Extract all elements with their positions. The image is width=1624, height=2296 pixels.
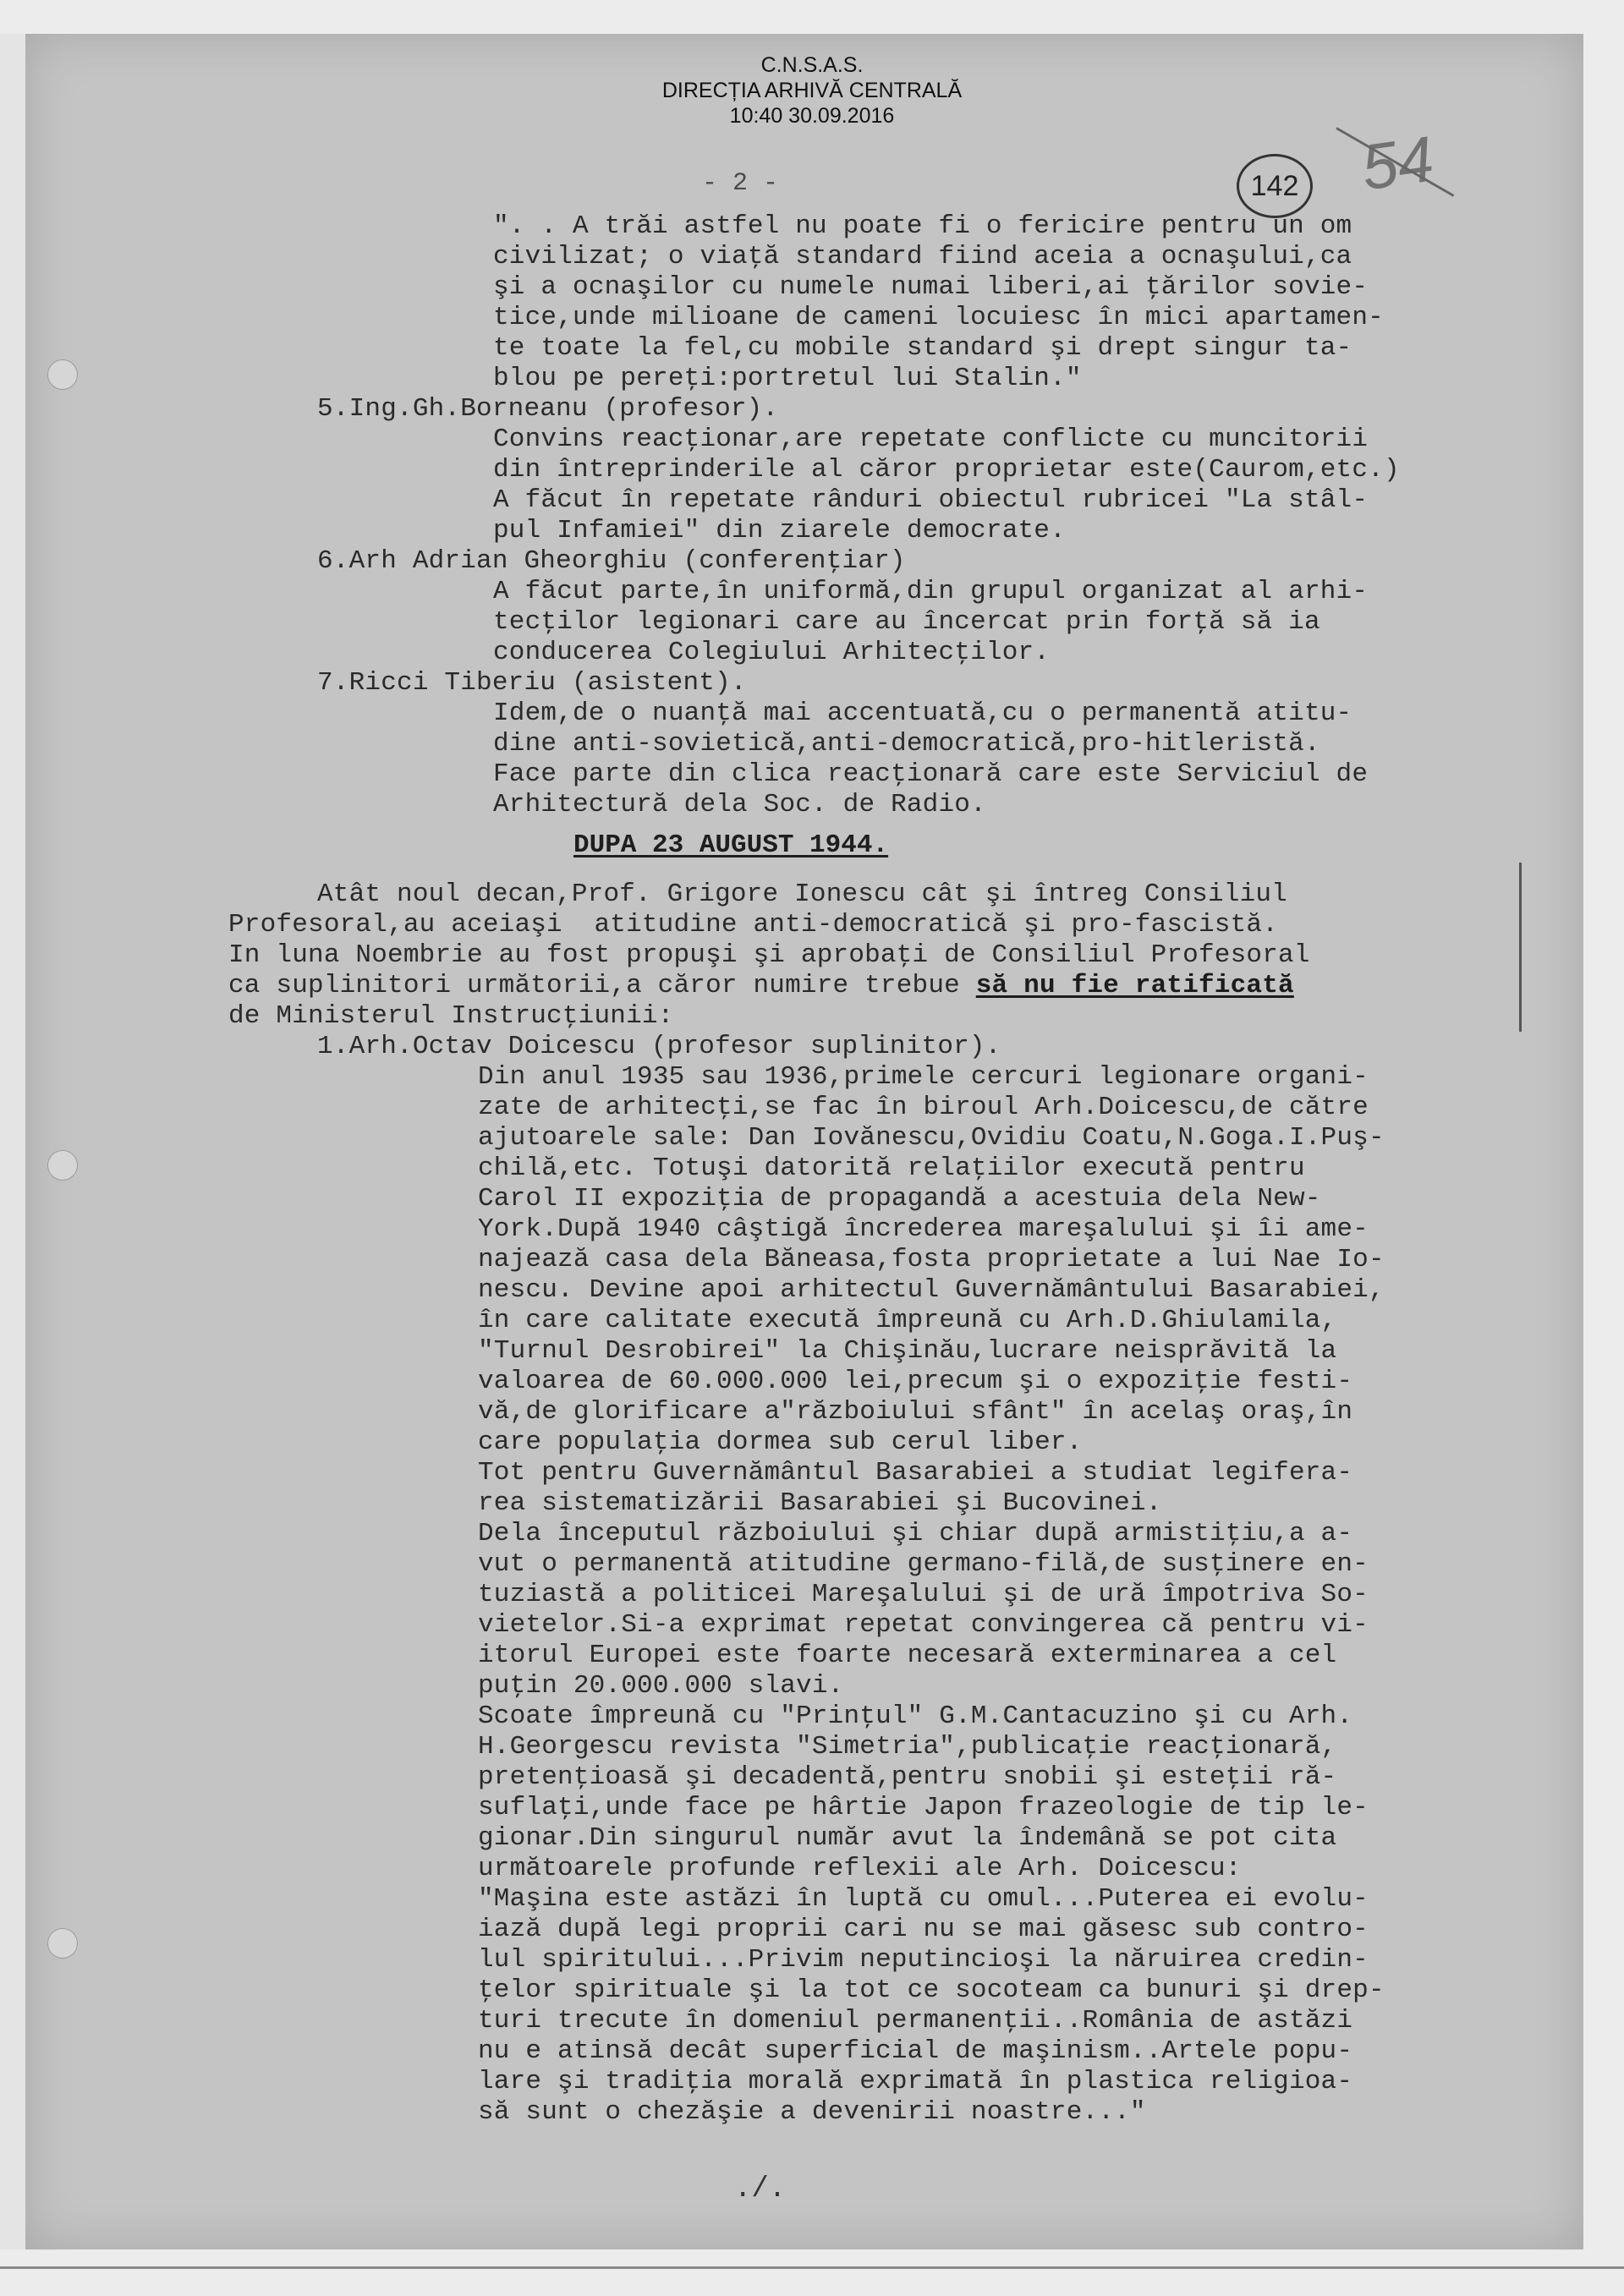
text-line: pul Infamiei" din ziarele democrate. bbox=[493, 516, 1066, 545]
text-line: tecţilor legionari care au încercat prin forţă să ia bbox=[493, 607, 1320, 637]
text-line: ţelor spirituale şi la tot ce socoteam ca bunuri şi drep- bbox=[478, 1975, 1385, 2005]
text-line: lul spiritului...Privim neputincioşi la năruirea credin- bbox=[478, 1945, 1369, 1975]
text-line bbox=[228, 971, 1294, 1001]
text-line: York.După 1940 câştigă încrederea mareşalului şi îi ame- bbox=[478, 1214, 1369, 1244]
text-line: Convins reacţionar,are repetate conflicte cu muncitorii bbox=[493, 425, 1369, 454]
text-line: Scoate împreună cu "Prinţul" G.M.Cantacuzino şi cu Arh. bbox=[478, 1701, 1353, 1731]
text-line: te toate la fel,cu mobile standard şi drept singur ta- bbox=[493, 333, 1352, 363]
text-line: zate de arhitecţi,se fac în biroul Arh.Doicescu,de către bbox=[478, 1093, 1369, 1122]
text-line: itorul Europei este foarte necesară exterminarea a cel bbox=[478, 1641, 1337, 1670]
list-item-title: 1.Arh.Octav Doicescu (profesor suplinitor). bbox=[317, 1032, 1001, 1061]
text-line: A făcut parte,în uniformă,din grupul organizat al arhi- bbox=[493, 577, 1369, 606]
text-line: "Turnul Desrobirei" la Chişinău,lucrare neisprăvită la bbox=[478, 1336, 1337, 1366]
punch-hole bbox=[47, 1150, 78, 1181]
page-edge bbox=[0, 34, 27, 2249]
text-line: de Ministerul Instrucţiunii: bbox=[228, 1001, 674, 1031]
text-line: "Maşina este astăzi în luptă cu omul...Puterea ei evolu- bbox=[478, 1884, 1369, 1914]
text-line: în care calitate execută împreună cu Arh.D.Ghiulamila, bbox=[478, 1306, 1337, 1335]
text-line: nescu. Devine apoi arhitectul Guvernământului Basarabiei, bbox=[478, 1275, 1385, 1305]
text-line: care populaţia dormea sub cerul liber. bbox=[478, 1427, 1083, 1457]
list-item-title: 5.Ing.Gh.Borneanu (profesor). bbox=[317, 394, 779, 424]
archive-stamp bbox=[541, 52, 1083, 129]
text-line: najează casa dela Băneasa,fosta proprietate a lui Nae Io- bbox=[478, 1245, 1385, 1274]
text-line: Dela începutul războiului şi chiar după armistiţiu,a a- bbox=[478, 1519, 1353, 1548]
page-number: - 2 - bbox=[702, 169, 779, 198]
text-line: să sunt o chezăşie a devenirii noastre..." bbox=[478, 2097, 1146, 2127]
text-line: iază după legi proprii cari nu se mai găsesc sub contro- bbox=[478, 1915, 1369, 1944]
text-line: rea sistematizării Basarabiei şi Bucovinei. bbox=[478, 1488, 1162, 1518]
list-item-title: 6.Arh Adrian Gheorghiu (conferenţiar) bbox=[317, 546, 906, 576]
text-line: H.Georgescu revista "Simetria",publicaţie reacţionară, bbox=[478, 1732, 1337, 1762]
stamp-department: DIRECȚIA ARHIVĂ CENTRALĂ bbox=[661, 79, 963, 102]
text-line: Tot pentru Guvernământul Basarabiei a studiat legifera- bbox=[478, 1458, 1353, 1488]
text-line: vut o permanentă atitudine germano-filă,de susţinere en- bbox=[478, 1549, 1369, 1579]
text-line: ". . A trăi astfel nu poate fi o fericire pentru un om bbox=[493, 211, 1352, 241]
list-item-title: 7.Ricci Tiberiu (asistent). bbox=[317, 668, 747, 698]
text-line: civilizat; o viaţă standard fiind aceia a ocnaşului,ca bbox=[493, 242, 1352, 271]
margin-mark bbox=[1519, 863, 1522, 1032]
section-heading: DUPA 23 AUGUST 1944. bbox=[573, 830, 889, 860]
punch-hole bbox=[47, 359, 78, 390]
text-line: puţin 20.000.000 slavi. bbox=[478, 1671, 844, 1701]
scanner-edge-line bbox=[0, 2266, 1624, 2269]
stamp-institution: C.N.S.A.S. bbox=[760, 53, 864, 77]
text-line: A făcut în repetate rânduri obiectul rubricei "La stâl- bbox=[493, 485, 1369, 515]
text-line: Idem,de o nuanţă mai accentuată,cu o permanentă atitu- bbox=[493, 699, 1352, 728]
text-line: valoarea de 60.000.000 lei,precum şi o expoziţie festi- bbox=[478, 1367, 1353, 1396]
text-line: conducerea Colegiului Arhitecţilor. bbox=[493, 638, 1051, 667]
text-line: tice,unde milioane de cameni locuiesc în mici apartamen- bbox=[493, 303, 1384, 332]
text-line: blou pe pereţi:portretul lui Stalin." bbox=[493, 364, 1082, 393]
text-line: Carol II expoziţia de propagandă a acestuia dela New- bbox=[478, 1184, 1321, 1214]
punch-hole bbox=[47, 1928, 78, 1959]
text-line: din întreprinderile al căror proprietar este(Caurom,etc.) bbox=[493, 455, 1400, 485]
text-line: turi trecute în domeniul permanenţii..România de astăzi bbox=[478, 2006, 1353, 2036]
text-line: Atât noul decan,Prof. Grigore Ionescu cât şi întreg Consiliul bbox=[317, 879, 1287, 909]
text-segment: ca suplinitori următorii,a căror numire trebue bbox=[228, 971, 976, 1000]
text-line: nu e atinsă decât superficial de maşinism..Artele popu- bbox=[478, 2036, 1353, 2066]
text-line: Arhitectură dela Soc. de Radio. bbox=[493, 790, 986, 819]
text-line: In luna Noembrie au fost propuşi şi aprobaţi de Consiliul Profesoral bbox=[228, 940, 1310, 970]
text-line: ajutoarele sale: Dan Iovănescu,Ovidiu Coatu,N.Goga.I.Puş- bbox=[478, 1123, 1385, 1153]
folio-number: 142 bbox=[1237, 154, 1313, 218]
text-line: Din anul 1935 sau 1936,primele cercuri legionare organi- bbox=[478, 1062, 1369, 1092]
stamp-timestamp: 10:40 30.09.2016 bbox=[729, 104, 895, 128]
continuation-mark: ./. bbox=[734, 2173, 787, 2206]
text-line: lare şi tradiţia morală exprimată în plastica religioa- bbox=[478, 2067, 1353, 2096]
text-line: dine anti-sovietică,anti-democratică,pro-hitleristă. bbox=[493, 729, 1320, 759]
text-line: şi a ocnaşilor cu numele numai liberi,ai ţărilor sovie- bbox=[493, 272, 1369, 302]
text-line: tuziastă a politicei Mareşalului şi de ură împotriva So- bbox=[478, 1580, 1369, 1609]
text-line: pretenţioasă şi decadentă,pentru snobii şi esteţii ră- bbox=[478, 1762, 1337, 1792]
underlined-phrase: să nu fie ratificată bbox=[975, 971, 1294, 1000]
text-line: următoarele profunde reflexii ale Arh. Doicescu: bbox=[478, 1854, 1242, 1883]
text-line: Face parte din clica reacţionară care este Serviciul de bbox=[493, 759, 1369, 789]
text-line: gionar.Din singurul număr avut la îndemână se pot cita bbox=[478, 1823, 1337, 1853]
text-line: vietelor.Si-a exprimat repetat convingerea că pentru vi- bbox=[478, 1610, 1369, 1640]
text-line: Profesoral,au aceiaşi atitudine anti-democratică şi pro-fascistă. bbox=[228, 910, 1278, 940]
text-line: suflaţi,unde face pe hârtie Japon frazeologie de tip le- bbox=[478, 1793, 1369, 1822]
text-line: vă,de glorificare a"războiului sfânt" în acelaş oraş,în bbox=[478, 1397, 1353, 1427]
text-line: chilă,etc. Totuşi datorită relaţiilor execută pentru bbox=[478, 1153, 1305, 1183]
